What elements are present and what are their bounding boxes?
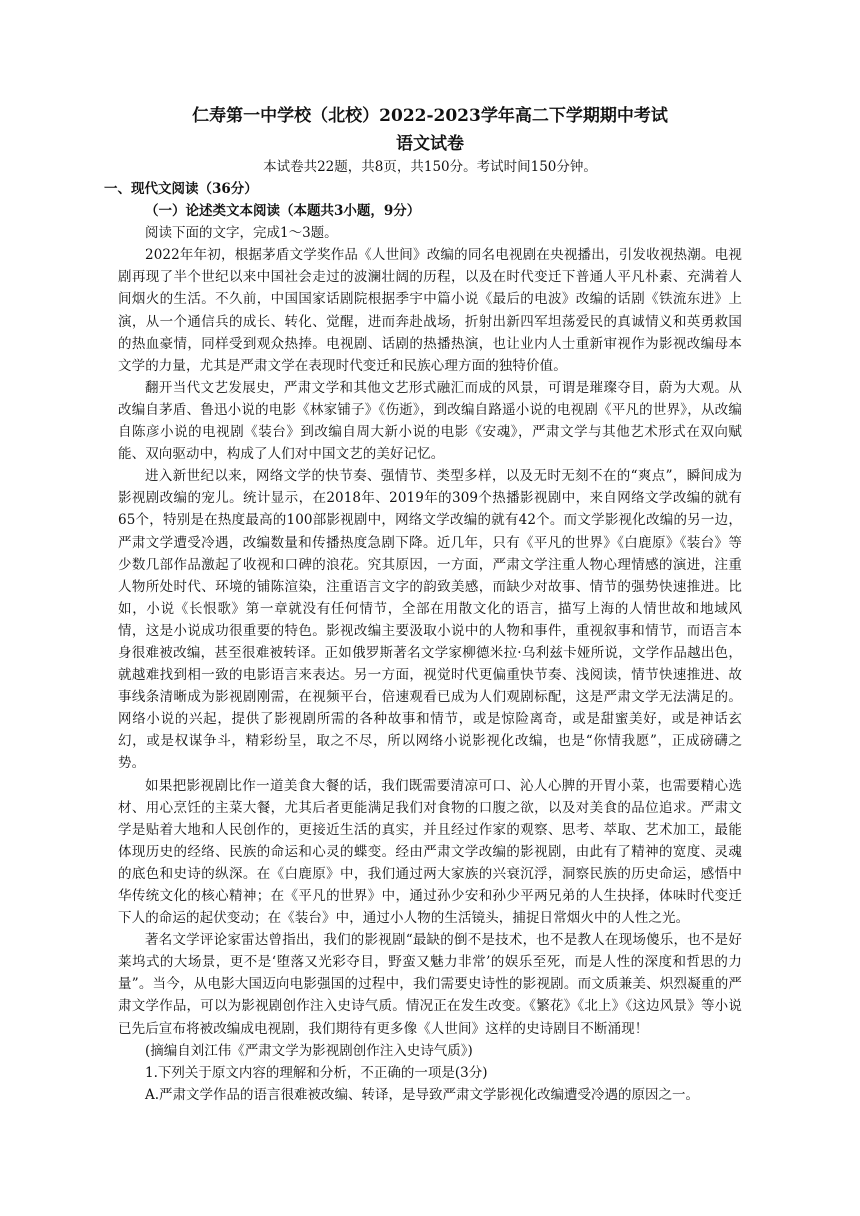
reading-instruction: 阅读下面的文字，完成1～3题。 [145,225,338,242]
exam-info: 本试卷共22题，共8页，共150分。考试时间150分钟。 [263,159,597,175]
subsection-heading: （一）论述类文本阅读（本题共3小题，9分） [145,203,421,220]
passage-paragraph-2: 翻开当代文艺发展史，严肃文学和其他文艺形式融汇而成的风景，可谓是璀璨夺目，蔚为大观。从改编自茅盾、鲁迅小说的电影《林家铺子》《伤逝》，到改编自路遥小说的电视剧《平凡的世界》，从改编自陈彦小说的电视剧《装台》到改编自周大新小说的电影《安魂》，严肃文学与其他艺术形式在双向赋能、双向驱动中，构成了人们对中国文艺的美好记忆。 [118,379,742,463]
exam-body [104,178,742,1106]
question-1-option-a: A.严肃文学作品的语言很难被改编、转译，是导致严肃文学影视化改编遭受冷遇的原因之一。 [145,1086,700,1103]
passage-paragraph-5: 著名文学评论家雷达曾指出，我们的影视剧“最缺的倒不是技术，也不是教人在现场傻乐，也不是好莱坞式的大场景，更不是‘堕落又光彩夺目，野蛮又魅力非常’的娱乐至死，而是人性的深度和哲思的力量”。当今，从电影大国迈向电影强国的过程中，我们需要史诗性的影视剧。而文质兼美、炽烈凝重的严肃文学作品，可以为影视剧创作注入史诗气质。情况正在发生改变。《繁花》《北上》《这边风景》等小说已先后宣布将被改编成电视剧，我们期待有更多像《人世间》这样的史诗剧目不断涌现！ [118,932,742,1037]
exam-title: 仁寿第一中学校（北校）2022-2023学年高二下学期期中考试 [192,106,668,126]
question-1-stem: 1.下列关于原文内容的理解和分析，不正确的一项是(3分) [145,1064,488,1081]
passage-paragraph-1: 2022年年初，根据茅盾文学奖作品《人世间》改编的同名电视剧在央视播出，引发收视热潮。电视剧再现了半个世纪以来中国社会走过的波澜壮阔的历程，以及在时代变迁下普通人平凡朴素、充满着人间烟火的生活。不久前，中国国家话剧院根据季宇中篇小说《最后的电波》改编的话剧《铁流东进》上演，从一个通信兵的成长、转化、觉醒，进而奔赴战场，折射出新四军坦荡爱民的真诚情义和英勇救国的热血豪情，同样受到观众热捧。电视剧、话剧的热播热演，也让业内人士重新审视作为影视改编母本文学的力量，尤其是严肃文学在表现时代变迁和民族心理方面的独特价值。 [118,247,742,374]
passage-paragraph-4: 如果把影视剧比作一道美食大餐的话，我们既需要清凉可口、沁人心脾的开胃小菜，也需要精心选材、用心烹饪的主菜大餐，尤其后者更能满足我们对食物的口腹之欲，以及对美食的品位追求。严肃文学是贴着大地和人民创作的，更接近生活的真实，并且经过作家的观察、思考、萃取、艺术加工，最能体现历史的经络、民族的命运和心灵的蝶变。经由严肃文学改编的影视剧，由此有了精神的宽度、灵魂的底色和史诗的纵深。在《白鹿原》中，我们通过两大家族的兴衰沉浮，洞察民族的历史命运，感悟中华传统文化的核心精神；在《平凡的世界》中，通过孙少安和孙少平两兄弟的人生抉择，体味时代变迁下人的命运的起伏变动；在《装台》中，通过小人物的生活镜头，捕捉日常烟火中的人性之光。 [118,777,742,927]
passage-source: (摘编自刘江伟《严肃文学为影视剧创作注入史诗气质》) [145,1042,473,1059]
section-heading: 一、现代文阅读（36分） [104,181,258,197]
exam-subtitle: 语文试卷 [396,134,464,154]
passage-paragraph-3: 进入新世纪以来，网络文学的快节奏、强情节、类型多样，以及无时无刻不在的“爽点”，瞬间成为影视剧改编的宠儿。统计显示，在2018年、2019年的309个热播影视剧中，来自网络文学改编的就有65个，特别是在热度最高的100部影视剧中，网络文学改编的就有42个。而文学影视化改编的另一边，严肃文学遭受冷遇，改编数量和传播热度急剧下降。近几年，只有《平凡的世界》《白鹿原》《装台》等少数几部作品激起了收视和口碑的浪花。究其原因，一方面，严肃文学注重人物心理情感的演进，注重人物所处时代、环境的铺陈渲染，注重语言文字的韵致美感，而缺少对故事、情节的强势快速推进。比如，小说《长恨歌》第一章就没有任何情节，全部在用散文化的语言，描写上海的人情世故和地域风情，这是小说成功很重要的特色。影视改编主要汲取小说中的人物和事件，重视叙事和情节，而语言本身很难被改编，甚至很难被转译。正如俄罗斯著名文学家柳德米拉·乌利兹卡娅所说，文学作品越出色，就越难找到相一致的电影语言来表达。另一方面，视觉时代更偏重快节奏、浅阅读，情节快速推进、故事线条清晰成为影视剧刚需，在视频平台，倍速观看已成为人们观剧标配，这是严肃文学无法满足的。网络小说的兴起，提供了影视剧所需的各种故事和情节，或是惊险离奇，或是甜蜜美好，或是神话玄幻，或是权谋争斗，精彩纷呈，取之不尽，所以网络小说影视化改编，也是“你情我愿”，正成磅礴之势。 [118,468,742,772]
